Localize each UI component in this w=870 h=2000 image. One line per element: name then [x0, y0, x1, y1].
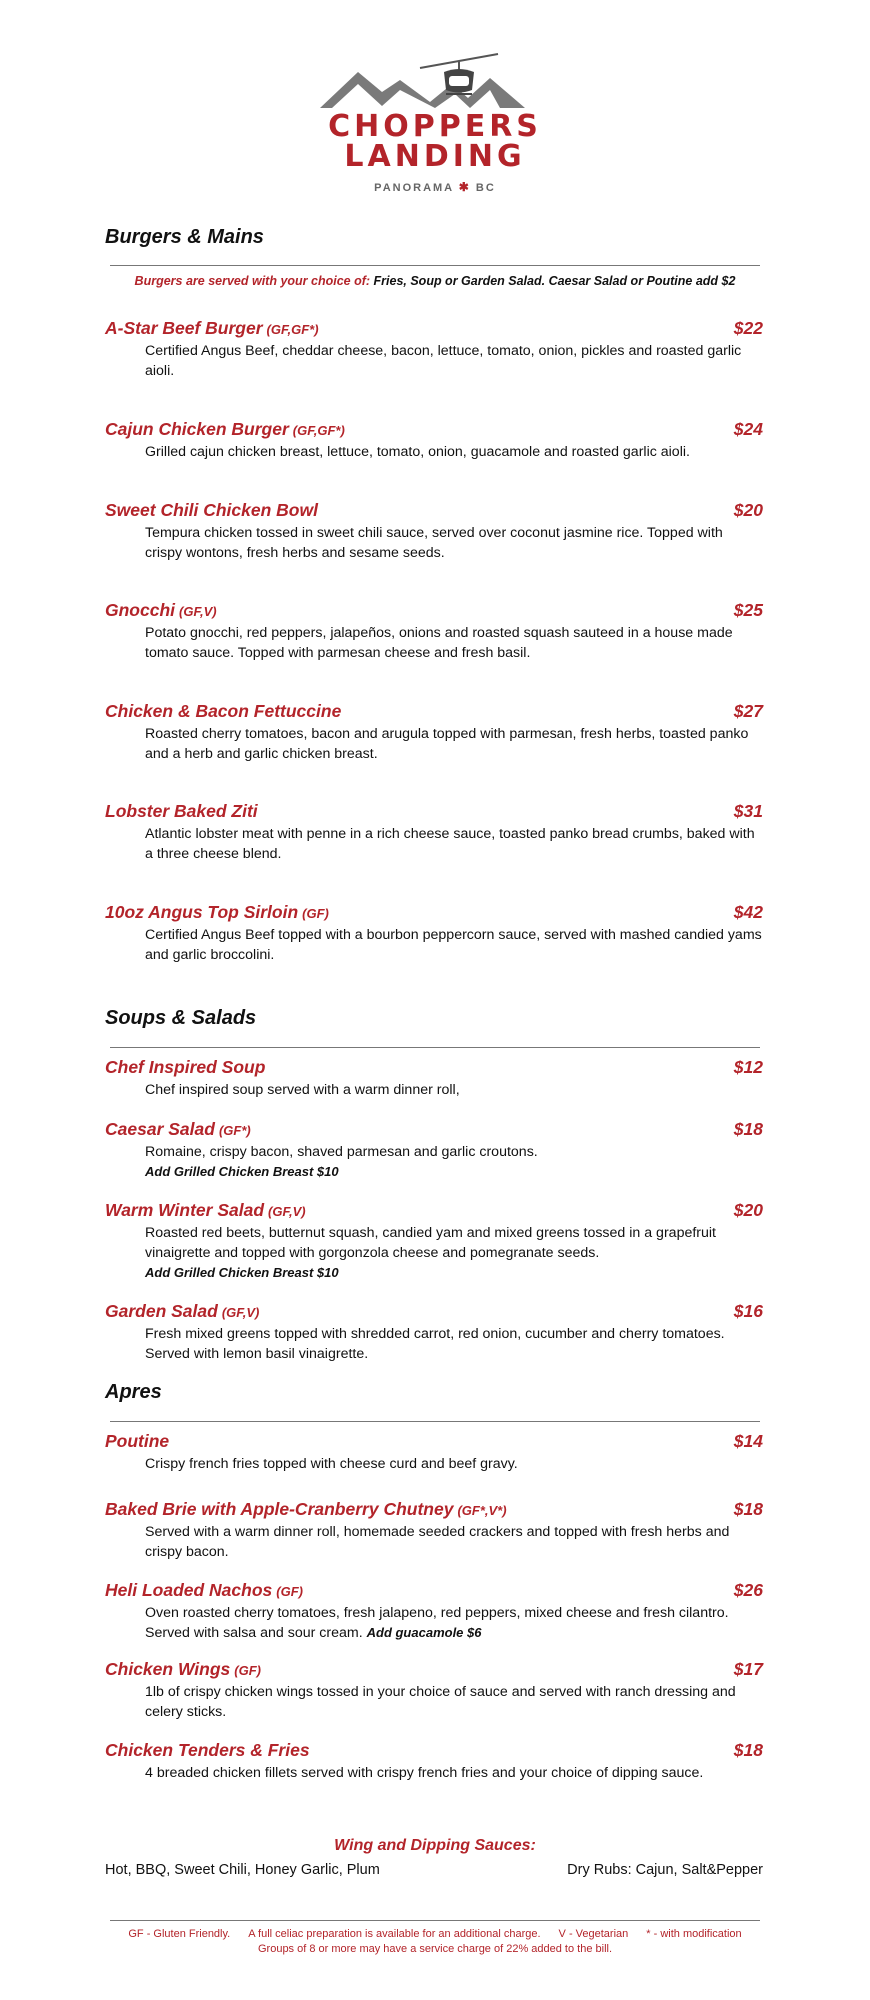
- logo-line-2: LANDING: [344, 139, 526, 174]
- item-name: Caesar Salad: [105, 1119, 215, 1139]
- item-tag: (GF,V): [221, 1305, 260, 1320]
- menu-item: [105, 1119, 763, 1182]
- divider: [110, 265, 760, 266]
- item-price: $25: [733, 600, 763, 620]
- item-price: $24: [733, 419, 763, 439]
- item-description: Fresh mixed greens topped with shredded carrot, red onion, cucumber and cherry tomatoes. Served with lemon basil vinaigrette.: [145, 1326, 725, 1362]
- divider: [110, 1047, 760, 1048]
- logo-place-left: PANORAMA: [374, 182, 454, 194]
- item-description: Roasted cherry tomatoes, bacon and arugula topped with parmesan, fresh herbs, toasted panko and a herb and garlic chicken breast.: [145, 726, 749, 762]
- item-name: Warm Winter Salad: [105, 1200, 265, 1220]
- service-charge-note: Groups of 8 or more may have a service charge of 22% added to the bill.: [257, 1943, 613, 1955]
- item-price: $18: [733, 1740, 763, 1760]
- item-tag: (GF,V): [268, 1204, 306, 1219]
- item-description: Atlantic lobster meat with penne in a rich cheese sauce, toasted panko bread crumbs, baked with a three cheese blend.: [145, 826, 755, 862]
- item-description: Crispy french fries topped with cheese curd and beef gravy.: [145, 1456, 518, 1472]
- item-price: $20: [733, 1200, 763, 1220]
- menu-item: [105, 500, 763, 563]
- item-name: Chicken & Bacon Fettuccine: [105, 701, 342, 721]
- item-price: $20: [733, 500, 763, 520]
- item-description: Romaine, crispy bacon, shaved parmesan and garlic croutons.: [145, 1144, 538, 1160]
- menu-item: [105, 701, 763, 764]
- item-tag: (GF): [234, 1663, 261, 1678]
- item-price: $31: [733, 801, 763, 821]
- menu-item: [105, 902, 763, 965]
- item-tag: (GF*,V*): [457, 1503, 507, 1518]
- item-name: Chicken Wings: [105, 1659, 231, 1679]
- menu-item: [105, 1200, 763, 1283]
- sauces-title: Wing and Dipping Sauces:: [334, 1837, 536, 1854]
- item-description-text: Oven roasted cherry tomatoes, fresh jalapeno, red peppers, mixed cheese and fresh cilantro. Served with salsa and sour cream.: [145, 1605, 729, 1641]
- item-description: Served with a warm dinner roll, homemade seeded crackers and topped with fresh herbs and crispy bacon.: [145, 1524, 730, 1560]
- item-description: [145, 1603, 763, 1643]
- burger-sides-note: [110, 274, 760, 288]
- logo-place-right: BC: [475, 182, 496, 194]
- note-red: Burgers are served with your choice of:: [134, 274, 371, 288]
- item-price: $14: [733, 1431, 763, 1451]
- logo: [320, 50, 550, 194]
- logo-place: [320, 180, 550, 194]
- item-price: $27: [733, 701, 763, 721]
- item-name: Cajun Chicken Burger: [105, 419, 289, 439]
- item-description: 1lb of crispy chicken wings tossed in your choice of sauce and served with ranch dressing and celery sticks.: [145, 1684, 736, 1720]
- divider: [110, 1920, 760, 1921]
- menu-item: [105, 1431, 763, 1474]
- legend-celiac: A full celiac preparation is available for an additional charge.: [248, 1928, 541, 1940]
- item-name: Lobster Baked Ziti: [105, 801, 258, 821]
- item-price: $22: [733, 318, 763, 338]
- item-description: Certified Angus Beef, cheddar cheese, bacon, lettuce, tomato, onion, pickles and roasted garlic aioli.: [145, 343, 742, 379]
- item-tag: (GF,V): [179, 604, 217, 619]
- item-tag: (GF,GF*): [266, 322, 319, 337]
- note-black: Fries, Soup or Garden Salad. Caesar Salad or Poutine add $2: [370, 274, 736, 288]
- legend-modification: * - with modification: [646, 1928, 742, 1940]
- item-name: Chicken Tenders & Fries: [105, 1740, 310, 1760]
- menu-item: [105, 1740, 763, 1783]
- item-tag: (GF*): [218, 1123, 251, 1138]
- item-name: Garden Salad: [105, 1301, 218, 1321]
- item-name: Heli Loaded Nachos: [105, 1580, 273, 1600]
- item-name: Sweet Chili Chicken Bowl: [105, 500, 318, 520]
- item-name: Gnocchi: [105, 600, 176, 620]
- mountain-helicopter-logo-icon: [320, 50, 550, 112]
- item-name: Chef Inspired Soup: [105, 1057, 266, 1077]
- item-name: 10oz Angus Top Sirloin: [105, 902, 299, 922]
- item-tag: (GF,GF*): [292, 423, 345, 438]
- sauces-list: Hot, BBQ, Sweet Chili, Honey Garlic, Plum: [105, 1862, 380, 1878]
- item-description: Roasted red beets, butternut squash, candied yam and mixed greens tossed in a grapefruit vinaigrette and topped with gorgonzola cheese and pomegranate seeds.: [145, 1225, 716, 1261]
- divider: [110, 1421, 760, 1422]
- item-price: $18: [733, 1499, 763, 1519]
- menu-item: [105, 318, 763, 381]
- item-description: Tempura chicken tossed in sweet chili sauce, served over coconut jasmine rice. Topped with crispy wontons, fresh herbs and sesame seeds.: [145, 525, 723, 561]
- item-description: Certified Angus Beef topped with a bourbon peppercorn sauce, served with mashed candied yams and garlic broccolini.: [145, 927, 762, 963]
- item-name: Baked Brie with Apple-Cranberry Chutney: [105, 1499, 454, 1519]
- legend-vegetarian: V - Vegetarian: [558, 1928, 629, 1940]
- maple-leaf-icon: ✱: [458, 180, 471, 194]
- dietary-legend: [110, 1927, 760, 1957]
- legend-gf: GF - Gluten Friendly.: [128, 1928, 231, 1940]
- item-description: Potato gnocchi, red peppers, jalapeños, onions and roasted squash sauteed in a house made tomato sauce. Topped with parmesan cheese and fresh basil.: [145, 625, 733, 661]
- item-description: 4 breaded chicken fillets served with crispy french fries and your choice of dipping sauce.: [145, 1765, 704, 1781]
- menu-item: [105, 1057, 763, 1100]
- menu-item: [105, 419, 763, 462]
- item-description: Chef inspired soup served with a warm dinner roll,: [145, 1082, 460, 1098]
- item-name: Poutine: [105, 1431, 170, 1451]
- section-title-mains: Burgers & Mains: [105, 226, 264, 248]
- menu-item: [105, 1499, 763, 1562]
- logo-line-1: CHOPPERS: [328, 109, 542, 144]
- item-price: $12: [733, 1057, 763, 1077]
- menu-item: [105, 801, 763, 864]
- item-tag: (GF): [302, 906, 329, 921]
- section-title-soups: Soups & Salads: [105, 1007, 257, 1029]
- item-addon: Add Grilled Chicken Breast $10: [145, 1265, 339, 1280]
- item-tag: (GF): [276, 1584, 303, 1599]
- item-addon: Add guacamole $6: [366, 1625, 482, 1640]
- menu-item: [105, 600, 763, 663]
- menu-item: [105, 1659, 763, 1722]
- item-price: $26: [733, 1580, 763, 1600]
- dry-rubs-list: Dry Rubs: Cajun, Salt&Pepper: [567, 1862, 763, 1878]
- item-description: Grilled cajun chicken breast, lettuce, tomato, onion, guacamole and roasted garlic aioli.: [145, 444, 690, 460]
- item-price: $16: [733, 1301, 763, 1321]
- item-price: $18: [733, 1119, 763, 1139]
- item-price: $17: [733, 1659, 763, 1679]
- item-addon: Add Grilled Chicken Breast $10: [145, 1164, 339, 1179]
- section-title-apres: Apres: [105, 1381, 162, 1403]
- item-price: $42: [733, 902, 763, 922]
- item-name: A-Star Beef Burger: [105, 318, 263, 338]
- menu-item: [105, 1580, 763, 1643]
- menu-item: [105, 1301, 763, 1364]
